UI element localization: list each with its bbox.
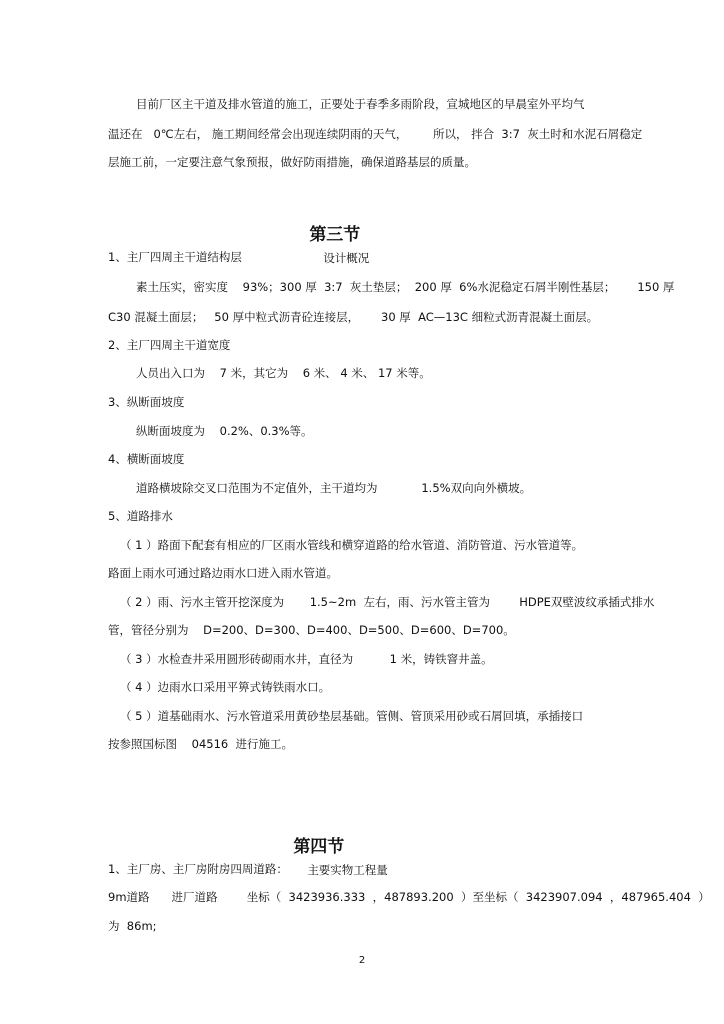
section3-item5-p1-line1: （ 1 ）路面下配套有相应的厂区雨水管线和横穿道路的给水管道、消防管道、污水管道等。 xyxy=(120,538,584,552)
section3-item5-heading: 5、道路排水 xyxy=(108,509,173,523)
page-number: 2 xyxy=(358,955,366,966)
section3-subheading: 设计概况 xyxy=(323,251,370,265)
section3-title xyxy=(302,202,369,269)
intro-line-3: 层施工前，一定要注意气象预报，做好防雨措施，确保道路基层的质量。 xyxy=(108,155,476,169)
section3-item5-p4: （ 4 ）边雨水口采用平箅式铸铁雨水口。 xyxy=(120,680,331,694)
section3-item1-heading: 1、主厂四周主干道结构层 xyxy=(108,250,242,264)
section3-item5-p2-line2: 管，管径分别为 D=200、D=300、D=400、D=500、D=600、D=700。 xyxy=(108,623,515,637)
section4-heading: 第四节 xyxy=(293,837,345,857)
section3-item5-p5-line1: （ 5 ）道基础雨水、污水管道采用黄砂垫层基础。管侧、管顶采用砂或石屑回填，承插接口 xyxy=(120,709,584,723)
section3-item5-p2-line1: （ 2 ）雨、污水主管开挖深度为 1.5~2m 左右，雨、污水管主管为 HDPE双壁波纹承插式排水 xyxy=(120,595,655,609)
section3-item3-line1: 纵断面坡度为 0.2%、0.3%等。 xyxy=(136,424,313,438)
section3-item1-line1: 素土压实，密实度 93%；300 厚 3:7 灰土垫层； 200 厚 6%水泥稳定石屑半刚性基层； 150 厚 xyxy=(136,280,675,294)
section3-item3-heading: 3、纵断面坡度 xyxy=(108,395,185,409)
section4-title xyxy=(286,814,388,881)
section3-item2-heading: 2、主厂四周主干道宽度 xyxy=(108,338,231,352)
section3-heading: 第三节 xyxy=(309,225,361,245)
section4-item1-line1: 9m道路 进厂道路 坐标（ 3423936.333 ，487893.200 ）至坐标（ 3423907.094 ，487965.404 ） xyxy=(108,890,710,904)
section4-item1-line2: 为 86m; xyxy=(108,919,157,933)
section3-item1-line2: C30 混凝土面层； 50 厚中粒式沥青砼连接层， 30 厚 AC—13C 细粒式沥青混凝土面层。 xyxy=(108,310,599,324)
section3-item5-p1-line2: 路面上雨水可通过路边雨水口进入雨水管道。 xyxy=(108,566,338,580)
section3-item2-line1: 人员出入口为 7 米，其它为 6 米、 4 米、 17 米等。 xyxy=(136,366,431,380)
section3-item5-p5-line2: 按参照国标图 04516 进行施工。 xyxy=(108,737,294,751)
section3-item4-line1: 道路横坡除交叉口范围为不定值外，主干道均为 1.5%双向向外横坡。 xyxy=(136,481,532,495)
intro-line-1: 目前厂区主干道及排水管道的施工，正要处于春季多雨阶段，宣城地区的早晨室外平均气 xyxy=(136,97,585,111)
section3-item5-p3: （ 3 ）水检查井采用圆形砖砌雨水井，直径为 1 米，铸铁窨井盖。 xyxy=(120,652,493,666)
section4-item1-heading: 1、主厂房、主厂房附房四周道路： xyxy=(108,862,288,876)
section4-subheading: 主要实物工程量 xyxy=(307,863,388,877)
section3-item4-heading: 4、横断面坡度 xyxy=(108,452,185,466)
intro-line-2: 温还在 0℃左右， 施工期间经常会出现连续阴雨的天气， 所以， 拌合 3:7 灰土时和水泥石屑稳定 xyxy=(108,127,643,141)
